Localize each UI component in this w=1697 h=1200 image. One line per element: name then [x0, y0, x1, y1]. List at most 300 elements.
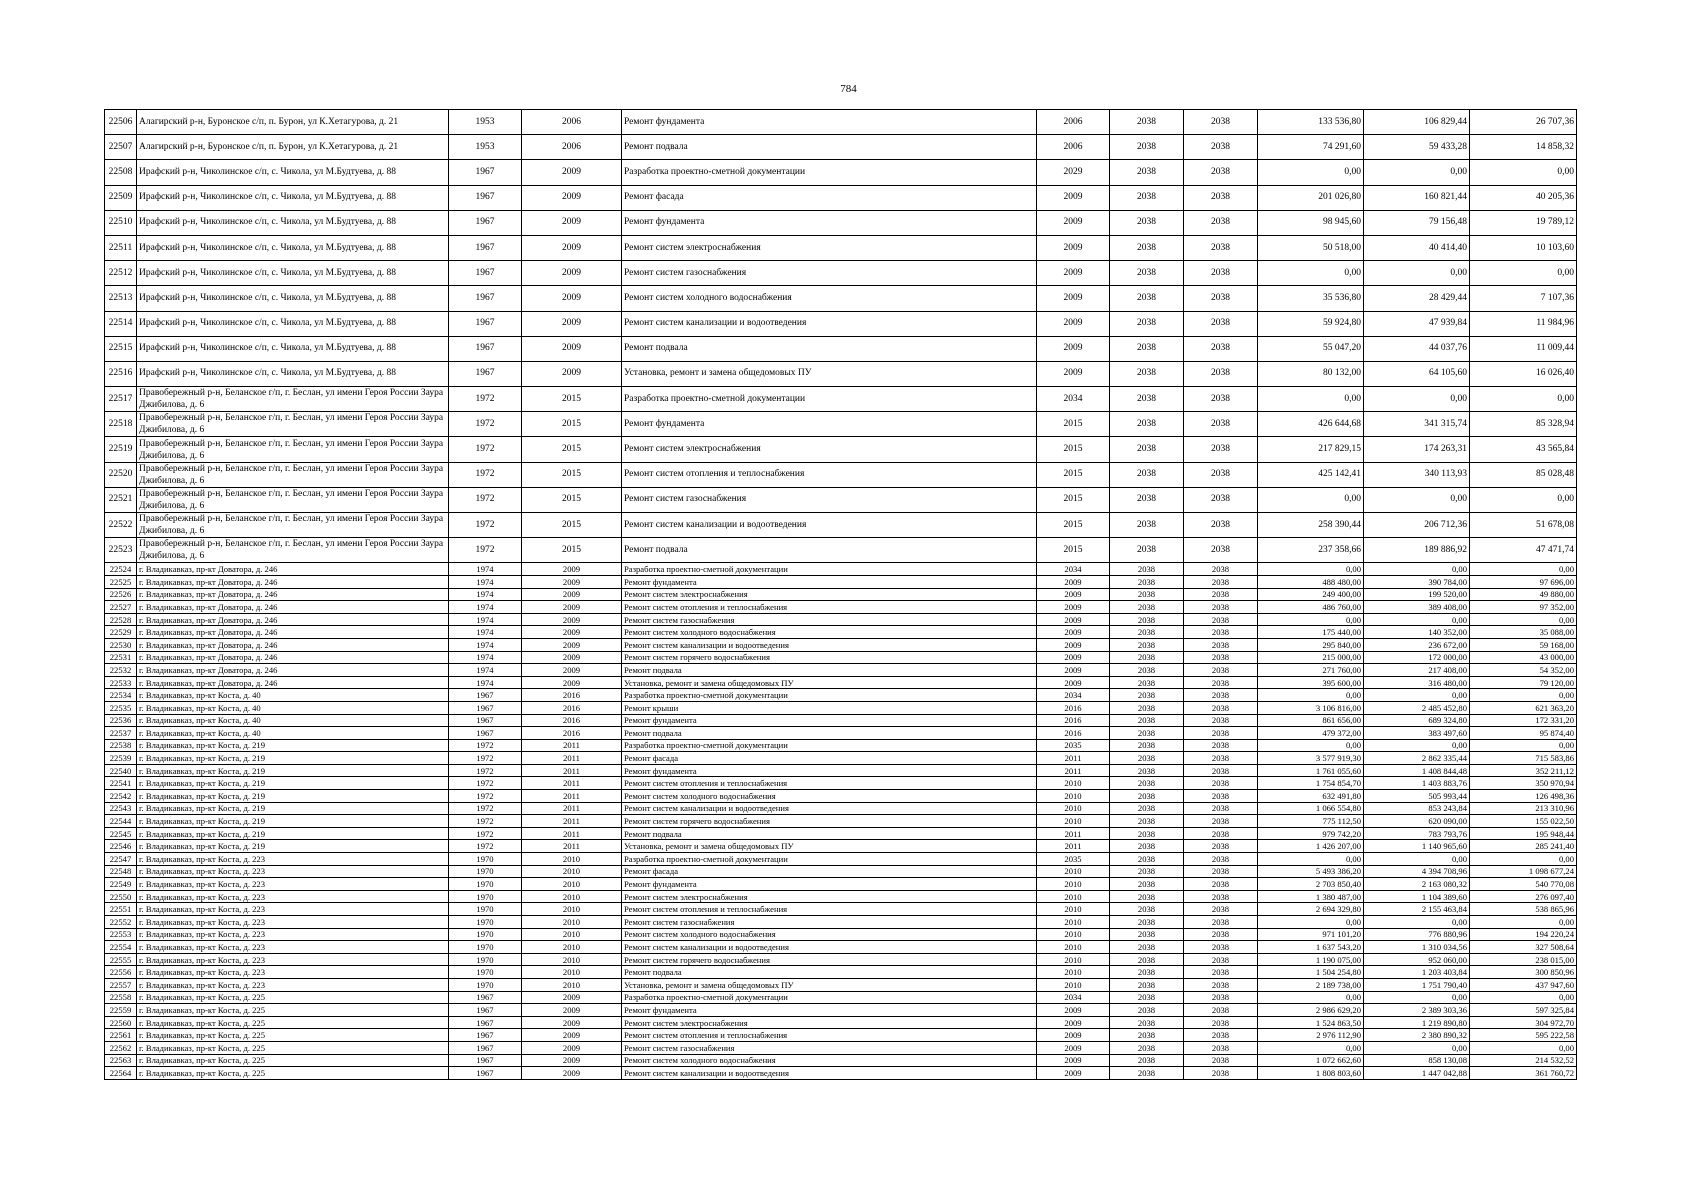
cell-build-year: 1970: [449, 978, 522, 991]
cell-build-year: 1967: [449, 185, 522, 210]
table-row: [105, 462, 1577, 487]
cell-fund-amount: 1 203 403,84: [1364, 966, 1470, 979]
cell-row-number: 22553: [105, 928, 137, 941]
cell-last-repair-year: 2009: [522, 1054, 622, 1067]
table-row: [105, 714, 1577, 727]
cell-planned-year: 2016: [1037, 727, 1110, 740]
cell-total-cost: 775 112,50: [1258, 815, 1364, 828]
cell-fund-amount: 1 219 890,80: [1364, 1016, 1470, 1029]
cell-deadline-year: 2038: [1184, 160, 1258, 185]
cell-last-repair-year: 2010: [522, 853, 622, 866]
cell-owner-amount: 51 678,08: [1470, 513, 1577, 538]
cell-work-type: Ремонт систем отопления и теплоснабжения: [622, 462, 1037, 487]
cell-row-number: 22545: [105, 827, 137, 840]
cell-build-year: 1967: [449, 991, 522, 1004]
cell-fund-amount: 174 263,31: [1364, 437, 1470, 462]
cell-total-cost: 1 066 554,80: [1258, 802, 1364, 815]
cell-owner-amount: 59 168,00: [1470, 638, 1577, 651]
cell-work-type: Ремонт систем электроснабжения: [622, 235, 1037, 260]
cell-build-year: 1970: [449, 928, 522, 941]
cell-build-year: 1972: [449, 462, 522, 487]
cell-address: Ирафский р-н, Чиколинское с/п, с. Чикола, ул М.Будтуева, д. 88: [137, 311, 449, 336]
cell-fund-amount: 389 408,00: [1364, 601, 1470, 614]
cell-deadline-year: 2038: [1184, 827, 1258, 840]
cell-end-year: 2038: [1110, 1016, 1184, 1029]
cell-row-number: 22534: [105, 689, 137, 702]
cell-owner-amount: 7 107,36: [1470, 286, 1577, 311]
table-row: [105, 815, 1577, 828]
cell-deadline-year: 2038: [1184, 978, 1258, 991]
cell-work-type: Ремонт систем отопления и теплоснабжения: [622, 777, 1037, 790]
cell-last-repair-year: 2015: [522, 462, 622, 487]
cell-address: г. Владикавказ, пр-кт Коста, д. 219: [137, 752, 449, 765]
cell-end-year: 2038: [1110, 575, 1184, 588]
cell-build-year: 1974: [449, 613, 522, 626]
cell-planned-year: 2009: [1037, 664, 1110, 677]
cell-fund-amount: 236 672,00: [1364, 638, 1470, 651]
cell-last-repair-year: 2009: [522, 651, 622, 664]
cell-fund-amount: 217 408,00: [1364, 664, 1470, 677]
cell-build-year: 1974: [449, 588, 522, 601]
cell-last-repair-year: 2016: [522, 727, 622, 740]
cell-last-repair-year: 2009: [522, 235, 622, 260]
cell-last-repair-year: 2009: [522, 311, 622, 336]
table-row: [105, 412, 1577, 437]
cell-row-number: 22556: [105, 966, 137, 979]
cell-address: г. Владикавказ, пр-кт Коста, д. 223: [137, 890, 449, 903]
cell-fund-amount: 0,00: [1364, 387, 1470, 412]
cell-last-repair-year: 2009: [522, 286, 622, 311]
cell-build-year: 1967: [449, 701, 522, 714]
cell-owner-amount: 35 088,00: [1470, 626, 1577, 639]
cell-owner-amount: 195 948,44: [1470, 827, 1577, 840]
cell-work-type: Ремонт систем канализации и водоотведения: [622, 311, 1037, 336]
cell-total-cost: 35 536,80: [1258, 286, 1364, 311]
cell-last-repair-year: 2011: [522, 815, 622, 828]
cell-total-cost: 237 358,66: [1258, 538, 1364, 563]
cell-last-repair-year: 2009: [522, 336, 622, 361]
cell-planned-year: 2009: [1037, 210, 1110, 235]
cell-end-year: 2038: [1110, 1041, 1184, 1054]
cell-last-repair-year: 2010: [522, 878, 622, 891]
cell-last-repair-year: 2010: [522, 916, 622, 929]
cell-fund-amount: 783 793,76: [1364, 827, 1470, 840]
cell-build-year: 1967: [449, 336, 522, 361]
cell-owner-amount: 1 098 677,24: [1470, 865, 1577, 878]
cell-total-cost: 201 026,80: [1258, 185, 1364, 210]
cell-build-year: 1970: [449, 903, 522, 916]
cell-owner-amount: 16 026,40: [1470, 361, 1577, 386]
cell-row-number: 22558: [105, 991, 137, 1004]
cell-owner-amount: 538 865,96: [1470, 903, 1577, 916]
cell-end-year: 2038: [1110, 953, 1184, 966]
cell-last-repair-year: 2010: [522, 928, 622, 941]
cell-deadline-year: 2038: [1184, 651, 1258, 664]
cell-total-cost: 74 291,60: [1258, 135, 1364, 160]
cell-end-year: 2038: [1110, 1029, 1184, 1042]
cell-owner-amount: 361 760,72: [1470, 1067, 1577, 1080]
cell-build-year: 1972: [449, 437, 522, 462]
cell-planned-year: 2010: [1037, 815, 1110, 828]
cell-planned-year: 2011: [1037, 827, 1110, 840]
cell-build-year: 1974: [449, 664, 522, 677]
cell-build-year: 1972: [449, 752, 522, 765]
cell-build-year: 1967: [449, 1029, 522, 1042]
cell-deadline-year: 2038: [1184, 840, 1258, 853]
cell-row-number: 22537: [105, 727, 137, 740]
cell-fund-amount: 0,00: [1364, 739, 1470, 752]
cell-last-repair-year: 2009: [522, 185, 622, 210]
cell-total-cost: 0,00: [1258, 387, 1364, 412]
cell-address: Ирафский р-н, Чиколинское с/п, с. Чикола, ул М.Будтуева, д. 88: [137, 160, 449, 185]
cell-planned-year: 2034: [1037, 689, 1110, 702]
cell-row-number: 22539: [105, 752, 137, 765]
cell-work-type: Ремонт фундамента: [622, 210, 1037, 235]
cell-end-year: 2038: [1110, 210, 1184, 235]
cell-owner-amount: 597 325,84: [1470, 1004, 1577, 1017]
cell-address: г. Владикавказ, пр-кт Коста, д. 225: [137, 1004, 449, 1017]
table-row: [105, 185, 1577, 210]
cell-total-cost: 488 480,00: [1258, 575, 1364, 588]
cell-end-year: 2038: [1110, 538, 1184, 563]
cell-owner-amount: 327 508,64: [1470, 941, 1577, 954]
table-row: [105, 135, 1577, 160]
cell-planned-year: 2015: [1037, 437, 1110, 462]
cell-deadline-year: 2038: [1184, 462, 1258, 487]
cell-build-year: 1967: [449, 1041, 522, 1054]
cell-fund-amount: 160 821,44: [1364, 185, 1470, 210]
table-row: [105, 1016, 1577, 1029]
cell-owner-amount: 95 874,40: [1470, 727, 1577, 740]
cell-last-repair-year: 2009: [522, 676, 622, 689]
table-row: [105, 286, 1577, 311]
table-row: [105, 601, 1577, 614]
cell-fund-amount: 0,00: [1364, 160, 1470, 185]
cell-fund-amount: 47 939,84: [1364, 311, 1470, 336]
cell-end-year: 2038: [1110, 1004, 1184, 1017]
cell-address: г. Владикавказ, пр-кт Доватора, д. 246: [137, 664, 449, 677]
cell-deadline-year: 2038: [1184, 815, 1258, 828]
cell-fund-amount: 0,00: [1364, 689, 1470, 702]
cell-row-number: 22555: [105, 953, 137, 966]
cell-end-year: 2038: [1110, 739, 1184, 752]
cell-end-year: 2038: [1110, 764, 1184, 777]
cell-end-year: 2038: [1110, 261, 1184, 286]
cell-work-type: Ремонт систем горячего водоснабжения: [622, 953, 1037, 966]
cell-fund-amount: 390 784,00: [1364, 575, 1470, 588]
cell-total-cost: 2 694 329,80: [1258, 903, 1364, 916]
cell-total-cost: 632 491,80: [1258, 790, 1364, 803]
table-row: [105, 903, 1577, 916]
cell-deadline-year: 2038: [1184, 878, 1258, 891]
cell-row-number: 22513: [105, 286, 137, 311]
cell-deadline-year: 2038: [1184, 613, 1258, 626]
cell-owner-amount: 437 947,60: [1470, 978, 1577, 991]
cell-row-number: 22517: [105, 387, 137, 412]
table-row: [105, 991, 1577, 1004]
cell-planned-year: 2010: [1037, 790, 1110, 803]
cell-end-year: 2038: [1110, 676, 1184, 689]
cell-total-cost: 426 644,68: [1258, 412, 1364, 437]
cell-build-year: 1970: [449, 865, 522, 878]
table-row: [105, 676, 1577, 689]
cell-row-number: 22523: [105, 538, 137, 563]
cell-build-year: 1972: [449, 764, 522, 777]
cell-address: г. Владикавказ, пр-кт Коста, д. 219: [137, 764, 449, 777]
cell-deadline-year: 2038: [1184, 626, 1258, 639]
cell-deadline-year: 2038: [1184, 991, 1258, 1004]
cell-planned-year: 2034: [1037, 387, 1110, 412]
cell-address: Ирафский р-н, Чиколинское с/п, с. Чикола, ул М.Будтуева, д. 88: [137, 261, 449, 286]
cell-planned-year: 2010: [1037, 941, 1110, 954]
table-row: [105, 966, 1577, 979]
table-row: [105, 739, 1577, 752]
cell-build-year: 1970: [449, 966, 522, 979]
cell-fund-amount: 106 829,44: [1364, 110, 1470, 135]
cell-work-type: Разработка проектно-сметной документации: [622, 160, 1037, 185]
cell-end-year: 2038: [1110, 1054, 1184, 1067]
table-row: [105, 1054, 1577, 1067]
table-row: [105, 311, 1577, 336]
cell-address: г. Владикавказ, пр-кт Доватора, д. 246: [137, 563, 449, 576]
table-row: [105, 840, 1577, 853]
cell-deadline-year: 2038: [1184, 135, 1258, 160]
cell-deadline-year: 2038: [1184, 1041, 1258, 1054]
cell-fund-amount: 0,00: [1364, 563, 1470, 576]
cell-deadline-year: 2038: [1184, 1029, 1258, 1042]
cell-build-year: 1967: [449, 286, 522, 311]
cell-owner-amount: 0,00: [1470, 160, 1577, 185]
cell-work-type: Ремонт систем отопления и теплоснабжения: [622, 903, 1037, 916]
cell-owner-amount: 0,00: [1470, 387, 1577, 412]
cell-address: г. Владикавказ, пр-кт Доватора, д. 246: [137, 575, 449, 588]
cell-row-number: 22533: [105, 676, 137, 689]
cell-deadline-year: 2038: [1184, 790, 1258, 803]
cell-build-year: 1967: [449, 1004, 522, 1017]
cell-work-type: Ремонт подвала: [622, 135, 1037, 160]
cell-work-type: Установка, ремонт и замена общедомовых ПУ: [622, 361, 1037, 386]
cell-total-cost: 0,00: [1258, 916, 1364, 929]
cell-end-year: 2038: [1110, 336, 1184, 361]
cell-deadline-year: 2038: [1184, 865, 1258, 878]
cell-row-number: 22514: [105, 311, 137, 336]
cell-end-year: 2038: [1110, 966, 1184, 979]
table-body: [105, 110, 1577, 1080]
cell-address: Правобережный р-н, Беланское г/п, г. Беслан, ул имени Героя России Заура Джибилова, д. 6: [137, 387, 449, 412]
cell-total-cost: 1 504 254,80: [1258, 966, 1364, 979]
cell-address: г. Владикавказ, пр-кт Коста, д. 219: [137, 739, 449, 752]
cell-build-year: 1967: [449, 210, 522, 235]
cell-last-repair-year: 2015: [522, 513, 622, 538]
cell-end-year: 2038: [1110, 311, 1184, 336]
cell-owner-amount: 155 022,50: [1470, 815, 1577, 828]
cell-work-type: Ремонт подвала: [622, 664, 1037, 677]
cell-last-repair-year: 2009: [522, 1067, 622, 1080]
cell-last-repair-year: 2011: [522, 790, 622, 803]
page-number: 784: [840, 83, 857, 95]
cell-end-year: 2038: [1110, 613, 1184, 626]
cell-total-cost: 295 840,00: [1258, 638, 1364, 651]
cell-address: г. Владикавказ, пр-кт Коста, д. 40: [137, 714, 449, 727]
cell-planned-year: 2010: [1037, 916, 1110, 929]
cell-total-cost: 486 760,00: [1258, 601, 1364, 614]
cell-fund-amount: 952 060,00: [1364, 953, 1470, 966]
cell-fund-amount: 79 156,48: [1364, 210, 1470, 235]
cell-work-type: Ремонт систем газоснабжения: [622, 1041, 1037, 1054]
cell-owner-amount: 97 352,00: [1470, 601, 1577, 614]
cell-deadline-year: 2038: [1184, 286, 1258, 311]
cell-planned-year: 2009: [1037, 1067, 1110, 1080]
cell-last-repair-year: 2015: [522, 387, 622, 412]
cell-end-year: 2038: [1110, 840, 1184, 853]
table-row: [105, 437, 1577, 462]
cell-last-repair-year: 2009: [522, 664, 622, 677]
cell-owner-amount: 540 770,08: [1470, 878, 1577, 891]
cell-fund-amount: 2 485 452,80: [1364, 701, 1470, 714]
cell-work-type: Ремонт фундамента: [622, 764, 1037, 777]
cell-build-year: 1972: [449, 387, 522, 412]
cell-row-number: 22509: [105, 185, 137, 210]
cell-work-type: Ремонт систем канализации и водоотведения: [622, 1067, 1037, 1080]
cell-last-repair-year: 2011: [522, 802, 622, 815]
cell-deadline-year: 2038: [1184, 739, 1258, 752]
cell-fund-amount: 1 310 034,56: [1364, 941, 1470, 954]
cell-address: Правобережный р-н, Беланское г/п, г. Беслан, ул имени Героя России Заура Джибилова, д. 6: [137, 462, 449, 487]
table-row: [105, 928, 1577, 941]
cell-last-repair-year: 2010: [522, 953, 622, 966]
cell-owner-amount: 285 241,40: [1470, 840, 1577, 853]
cell-build-year: 1967: [449, 727, 522, 740]
cell-last-repair-year: 2011: [522, 827, 622, 840]
cell-row-number: 22507: [105, 135, 137, 160]
cell-work-type: Ремонт фасада: [622, 865, 1037, 878]
cell-planned-year: 2011: [1037, 764, 1110, 777]
cell-owner-amount: 0,00: [1470, 853, 1577, 866]
table-row: [105, 235, 1577, 260]
cell-build-year: 1967: [449, 1054, 522, 1067]
cell-address: Ирафский р-н, Чиколинское с/п, с. Чикола, ул М.Будтуева, д. 88: [137, 235, 449, 260]
cell-build-year: 1972: [449, 790, 522, 803]
cell-work-type: Ремонт систем холодного водоснабжения: [622, 790, 1037, 803]
cell-end-year: 2038: [1110, 878, 1184, 891]
cell-work-type: Ремонт систем горячего водоснабжения: [622, 651, 1037, 664]
cell-work-type: Ремонт подвала: [622, 336, 1037, 361]
cell-end-year: 2038: [1110, 651, 1184, 664]
cell-last-repair-year: 2010: [522, 903, 622, 916]
cell-end-year: 2038: [1110, 387, 1184, 412]
cell-work-type: Ремонт систем электроснабжения: [622, 1016, 1037, 1029]
cell-total-cost: 1 072 662,60: [1258, 1054, 1364, 1067]
cell-end-year: 2038: [1110, 588, 1184, 601]
cell-row-number: 22531: [105, 651, 137, 664]
cell-row-number: 22548: [105, 865, 137, 878]
cell-owner-amount: 350 970,94: [1470, 777, 1577, 790]
cell-owner-amount: 54 352,00: [1470, 664, 1577, 677]
table-row: [105, 361, 1577, 386]
table-row: [105, 1041, 1577, 1054]
cell-owner-amount: 47 471,74: [1470, 538, 1577, 563]
cell-build-year: 1970: [449, 878, 522, 891]
cell-owner-amount: 214 532,52: [1470, 1054, 1577, 1067]
cell-fund-amount: 206 712,36: [1364, 513, 1470, 538]
cell-address: г. Владикавказ, пр-кт Коста, д. 219: [137, 815, 449, 828]
table-row: [105, 890, 1577, 903]
cell-planned-year: 2009: [1037, 601, 1110, 614]
cell-planned-year: 2009: [1037, 1041, 1110, 1054]
cell-last-repair-year: 2009: [522, 1041, 622, 1054]
cell-deadline-year: 2038: [1184, 953, 1258, 966]
cell-owner-amount: 26 707,36: [1470, 110, 1577, 135]
cell-work-type: Ремонт фасада: [622, 185, 1037, 210]
cell-planned-year: 2009: [1037, 626, 1110, 639]
cell-build-year: 1974: [449, 626, 522, 639]
cell-work-type: Установка, ремонт и замена общедомовых ПУ: [622, 978, 1037, 991]
cell-work-type: Ремонт систем газоснабжения: [622, 487, 1037, 512]
cell-row-number: 22508: [105, 160, 137, 185]
cell-work-type: Ремонт систем газоснабжения: [622, 613, 1037, 626]
cell-owner-amount: 0,00: [1470, 991, 1577, 1004]
table-row: [105, 487, 1577, 512]
cell-end-year: 2038: [1110, 991, 1184, 1004]
cell-owner-amount: 715 583,86: [1470, 752, 1577, 765]
cell-planned-year: 2009: [1037, 261, 1110, 286]
cell-build-year: 1974: [449, 638, 522, 651]
cell-deadline-year: 2038: [1184, 764, 1258, 777]
cell-end-year: 2038: [1110, 110, 1184, 135]
cell-total-cost: 0,00: [1258, 563, 1364, 576]
cell-work-type: Установка, ремонт и замена общедомовых ПУ: [622, 676, 1037, 689]
cell-total-cost: 861 656,00: [1258, 714, 1364, 727]
cell-planned-year: 2009: [1037, 1016, 1110, 1029]
cell-end-year: 2038: [1110, 865, 1184, 878]
cell-end-year: 2038: [1110, 714, 1184, 727]
table-row: [105, 1067, 1577, 1080]
cell-work-type: Ремонт подвала: [622, 538, 1037, 563]
cell-last-repair-year: 2011: [522, 739, 622, 752]
cell-total-cost: 1 426 207,00: [1258, 840, 1364, 853]
cell-deadline-year: 2038: [1184, 387, 1258, 412]
cell-deadline-year: 2038: [1184, 1067, 1258, 1080]
cell-total-cost: 50 518,00: [1258, 235, 1364, 260]
cell-planned-year: 2010: [1037, 878, 1110, 891]
cell-end-year: 2038: [1110, 752, 1184, 765]
cell-last-repair-year: 2015: [522, 487, 622, 512]
cell-owner-amount: 85 328,94: [1470, 412, 1577, 437]
cell-total-cost: 479 372,00: [1258, 727, 1364, 740]
cell-owner-amount: 172 331,20: [1470, 714, 1577, 727]
cell-end-year: 2038: [1110, 462, 1184, 487]
cell-address: Ирафский р-н, Чиколинское с/п, с. Чикола, ул М.Будтуева, д. 88: [137, 361, 449, 386]
cell-deadline-year: 2038: [1184, 261, 1258, 286]
cell-owner-amount: 11 984,96: [1470, 311, 1577, 336]
cell-deadline-year: 2038: [1184, 689, 1258, 702]
cell-row-number: 22541: [105, 777, 137, 790]
cell-end-year: 2038: [1110, 437, 1184, 462]
cell-deadline-year: 2038: [1184, 966, 1258, 979]
cell-row-number: 22552: [105, 916, 137, 929]
cell-last-repair-year: 2011: [522, 752, 622, 765]
cell-owner-amount: 300 850,96: [1470, 966, 1577, 979]
cell-end-year: 2038: [1110, 802, 1184, 815]
cell-deadline-year: 2038: [1184, 903, 1258, 916]
cell-build-year: 1953: [449, 110, 522, 135]
cell-last-repair-year: 2011: [522, 777, 622, 790]
cell-row-number: 22536: [105, 714, 137, 727]
table-row: [105, 916, 1577, 929]
table-row: [105, 160, 1577, 185]
cell-deadline-year: 2038: [1184, 638, 1258, 651]
table-row: [105, 878, 1577, 891]
